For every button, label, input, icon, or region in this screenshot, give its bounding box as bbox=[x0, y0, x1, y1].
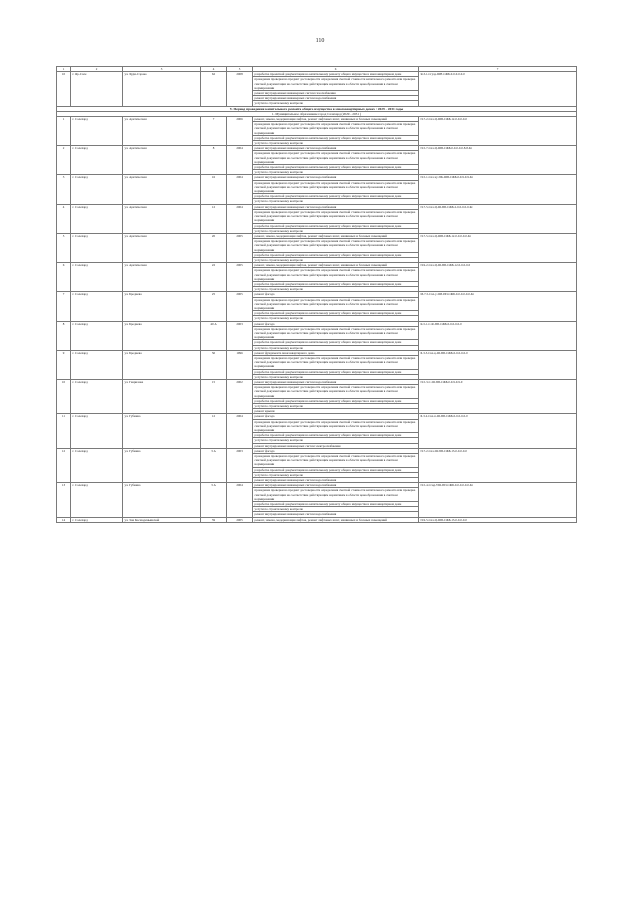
street-cell: ул. Худи-Сэроко bbox=[123, 72, 201, 106]
work-type-cell: услуги по строительному контролю bbox=[253, 404, 419, 409]
commission-year-cell: 2002 bbox=[227, 380, 253, 414]
house-number-cell: 59 bbox=[201, 517, 227, 522]
work-type-cell: ремонт, замена, модернизация лифтов, ремонт лифтовых шахт, машинных и блочных помещений bbox=[253, 517, 419, 522]
work-type-cell: услуги по строительному контролю bbox=[253, 507, 419, 512]
work-type-cell: ремонт внутридомовых инженерных систем электроснабжения bbox=[253, 443, 419, 448]
work-type-cell: услуги по строительному контролю bbox=[253, 141, 419, 146]
work-type-cell: проведение проверки на предмет достоверности определения сметной стоимости капитального ремонта или проверка сметной документации на соответствие действующим нормативам в области ценообразования в сметном нормировании bbox=[253, 151, 419, 165]
work-type-cell: разработка проектной документации на капитальному ремонту общего имущества в многоквартирном доме bbox=[253, 433, 419, 438]
table-row bbox=[57, 380, 577, 385]
work-type-cell: услуги по строительному контролю bbox=[253, 374, 419, 379]
city-cell: г. Салехард bbox=[71, 321, 123, 350]
work-type-cell: ремонт внутридомовых инженерных систем водоснабжения bbox=[253, 478, 419, 483]
work-type-cell: ремонт крыши bbox=[253, 409, 419, 414]
table-row bbox=[57, 204, 577, 209]
work-type-cell: разработка проектной документации на капитальному ремонту общего имущества в многоквартирном доме bbox=[253, 467, 419, 472]
house-number-cell: 20 bbox=[201, 233, 227, 262]
work-type-cell: разработка проектной документации на капитальному ремонту общего имущества в многоквартирном доме bbox=[253, 72, 419, 77]
work-type-cell: ремонт внутридомовых инженерных систем водоснабжения bbox=[253, 175, 419, 180]
work-type-cell: ремонт, замена, модернизация лифтов, ремонт лифтовых шахт, машинных и блочных помещений bbox=[253, 117, 419, 122]
city-cell: г. Салехард bbox=[71, 292, 123, 321]
house-code-cell: Б-3-3-Сnл-ц-Ш-ПП-СЖБ-0-0-0-0-0-0 bbox=[419, 350, 577, 379]
work-type-cell: разработка проектной документации на капитальному ремонту общего имущества в многоквартирном доме bbox=[253, 135, 419, 140]
work-type-cell: разработка проектной документации на капитальному ремонту общего имущества в многоквартирном доме bbox=[253, 165, 419, 170]
commission-year-cell: 2005 bbox=[227, 233, 253, 262]
city-cell: г. Яр-Сале bbox=[71, 72, 123, 106]
row-number: 3 bbox=[57, 175, 71, 204]
city-cell: г. Салехард bbox=[71, 146, 123, 175]
work-type-cell: проведение проверки на предмет достоверности определения сметной стоимости капитального ремонта или проверка сметной документации на соответствие действующим нормативам в области ценообразования в сметном нормировании bbox=[253, 239, 419, 253]
house-code-cell: П-5-7-Сnл-Ц-ШП-СЖБ-0-0-0-0-0-8-8-Кr bbox=[419, 146, 577, 175]
house-number-cell: 12 bbox=[201, 414, 227, 448]
work-type-cell: услуги по строительному контролю bbox=[253, 228, 419, 233]
street-cell: ул. Губкина bbox=[123, 448, 201, 482]
work-type-cell: проведение проверки на предмет достоверности определения сметной стоимости капитального ремонта или проверка сметной документации на соответствие действующим нормативам в области ценообразования в сметном нормировании bbox=[253, 419, 419, 433]
house-number-cell: 62 bbox=[201, 72, 227, 106]
work-type-cell: услуги по строительному контролю bbox=[253, 316, 419, 321]
work-type-cell: разработка проектной документации на капитальному ремонту общего имущества в многоквартирном доме bbox=[253, 398, 419, 403]
work-type-cell: проведение проверки на предмет достоверности определения сметной стоимости капитального ремонта или проверка сметной документации на соответствие действующим нормативам в области ценообразования в сметном нормировании bbox=[253, 385, 419, 399]
city-cell: г. Салехард bbox=[71, 350, 123, 379]
table-row bbox=[57, 146, 577, 151]
work-type-cell: разработка проектной документации на капитальному ремонту общего имущества в многоквартирном доме bbox=[253, 502, 419, 507]
work-type-cell: ремонт фасада bbox=[253, 414, 419, 419]
work-type-cell: услуги по строительному контролю bbox=[253, 345, 419, 350]
work-type-cell: ремонт внутридомовых инженерных систем водоснабжения bbox=[253, 146, 419, 151]
house-code-cell: М-7-5-Сnл-у-ШЗ-ПП-СЖБ-0-0-0-0-0-0-Кr bbox=[419, 292, 577, 321]
work-type-cell: разработка проектной документации на капитальному ремонту общего имущества в многоквартирном доме bbox=[253, 223, 419, 228]
header-cell: 7 bbox=[419, 67, 577, 72]
work-type-cell: ремонт фасада bbox=[253, 448, 419, 453]
work-type-cell: ремонт, замена, модернизация лифтов, ремонт лифтовых шахт, машинных и блочных помещений bbox=[253, 263, 419, 268]
street-cell: ул. Арктическая bbox=[123, 233, 201, 262]
house-code-cell: П-7-5-Сnл-Ц-ШП-СЖБ-12-0-0-0-0-0-Кr bbox=[419, 233, 577, 262]
header-cell: 1 bbox=[57, 67, 71, 72]
work-type-cell: ремонт фасада bbox=[253, 292, 419, 297]
work-type-cell: услуги по строительному контролю bbox=[253, 287, 419, 292]
work-type-cell: ремонт внутридомовых инженерных систем водоснабжения bbox=[253, 380, 419, 385]
commission-year-cell: 2006 bbox=[227, 117, 253, 146]
commission-year-cell: 1996 bbox=[227, 350, 253, 379]
house-code-cell: П-5-4-Сгнд-УШ-ПП-СЖБ-0-0-0-0-0-0-Кr bbox=[419, 483, 577, 517]
work-type-cell: проведение проверки на предмет достоверности определения сметной стоимости капитального ремонта или проверка сметной документации на соответствие действующим нормативам в области ценообразования в сметном нормировании bbox=[253, 326, 419, 340]
row-number: 1 bbox=[57, 117, 71, 146]
row-number: 4 bbox=[57, 204, 71, 233]
work-type-cell: разработка проектной документации на капитальному ремонту общего имущества в многоквартирном доме bbox=[253, 194, 419, 199]
work-type-cell: услуги по строительному контролю bbox=[253, 472, 419, 477]
commission-year-cell: 2003 bbox=[227, 448, 253, 482]
work-type-cell: ремонт фасада bbox=[253, 321, 419, 326]
commission-year-cell: 2003 bbox=[227, 321, 253, 350]
capital-repair-table bbox=[56, 66, 577, 523]
work-type-cell: проведение проверки на предмет достоверности определения сметной стоимости капитального ремонта или проверка сметной документации на соответствие действующим нормативам в области ценообразования в сметном нормировании bbox=[253, 488, 419, 502]
work-type-cell: проведение проверки на предмет достоверности определения сметной стоимости капитального ремонта или проверка сметной документации на соответствие действующим нормативам в области ценообразования в сметном нормировании bbox=[253, 297, 419, 311]
house-number-cell: 22 bbox=[201, 263, 227, 292]
work-type-cell: услуги по строительному контролю bbox=[253, 257, 419, 262]
house-number-cell: 25 bbox=[201, 292, 227, 321]
work-type-cell: проведение проверки на предмет достоверности определения сметной стоимости капитального ремонта или проверка сметной документации на соответствие действующим нормативам в области ценообразования в сметном нормировании bbox=[253, 180, 419, 194]
header-cell: 2 bbox=[71, 67, 123, 72]
table-row bbox=[57, 117, 577, 122]
work-type-cell: ремонт внутридомовых инженерных систем водоснабжения bbox=[253, 512, 419, 517]
house-code-cell: П-7-5-Сnл-Ц-Ш-ПП-СЖБ-2-0-0-0-0-0-Кr bbox=[419, 204, 577, 233]
work-type-cell: ремонт внутридомовых инженерных систем водоснабжения bbox=[253, 204, 419, 209]
work-type-cell: проведение проверки на предмет достоверности определения сметной стоимости капитального ремонта или проверка сметной документации на соответствие действующим нормативам в области ценообразования в сметном нормировании bbox=[253, 77, 419, 91]
work-type-cell: проведение проверки на предмет достоверности определения сметной стоимости капитального ремонта или проверка сметной документации на соответствие действующим нормативам в области ценообразования в сметном нормировании bbox=[253, 209, 419, 223]
subsection-title-text: 1. Муниципальное образование город Салехард (2029 - 2031 ) bbox=[57, 111, 577, 116]
city-cell: г. Салехард bbox=[71, 414, 123, 448]
work-type-cell: проведение проверки на предмет достоверности определения сметной стоимости капитального ремонта или проверка сметной документации на соответствие действующим нормативам в области ценообразования в сметном нормировании bbox=[253, 454, 419, 468]
house-code-cell: П-7-2-Сnл-Ц-ШП-СЖБ-12-0-0-0-0-0 bbox=[419, 117, 577, 146]
street-cell: ул. Броднева bbox=[123, 350, 201, 379]
house-code-cell: Я-3-1-Сгуор-ШН-СЖБ-0-0-0-0-0-0 bbox=[419, 72, 577, 106]
house-number-cell: 3 А bbox=[201, 448, 227, 482]
work-type-cell: проведение проверки на предмет достоверности определения сметной стоимости капитального ремонта или проверка сметной документации на соответствие действующим нормативам в области ценообразования в сметном нормировании bbox=[253, 122, 419, 136]
house-code-cell: П-9-5-Сnл-Ц-ШП-СЖБ-13-0-0-0-0-0 bbox=[419, 517, 577, 522]
house-code-cell: К-5-1-С-Ф-ПП-СЖБ-0-0-0-0-0-0 bbox=[419, 321, 577, 350]
work-type-cell: услуги по строительному контролю bbox=[253, 101, 419, 106]
work-type-cell: ремонт, замена, модернизация лифтов, ремонт лифтовых шахт, машинных и блочных помещений bbox=[253, 233, 419, 238]
work-type-cell: ремонт внутридомовых инженерных систем водоснабжения bbox=[253, 483, 419, 488]
street-cell: ул. Губкина bbox=[123, 483, 201, 517]
header-cell: 5 bbox=[227, 67, 253, 72]
work-type-cell: услуги по строительному контролю bbox=[253, 170, 419, 175]
commission-year-cell: 2005 bbox=[227, 517, 253, 522]
street-cell: ул. Арктическая bbox=[123, 175, 201, 204]
street-cell: ул. Арктическая bbox=[123, 146, 201, 175]
row-number: 11 bbox=[57, 414, 71, 448]
row-number: 12 bbox=[57, 448, 71, 482]
row-number: 6 bbox=[57, 263, 71, 292]
city-cell: г. Салехард bbox=[71, 517, 123, 522]
house-code-cell: П-9-2-Сnл-Ц-Ш-ПП-СЖБ-12-0-0-0-0-0 bbox=[419, 263, 577, 292]
page-number: 110 bbox=[315, 38, 325, 44]
street-cell: ул. Губкина bbox=[123, 414, 201, 448]
street-cell: ул. Арктическая bbox=[123, 204, 201, 233]
house-number-cell: 3 А bbox=[201, 483, 227, 517]
work-type-cell: ремонт внутридомовых инженерных систем газоснабжения bbox=[253, 91, 419, 96]
row-number: 8 bbox=[57, 321, 71, 350]
commission-year-cell: 2004 bbox=[227, 414, 253, 448]
work-type-cell: услуги по строительному контролю bbox=[253, 199, 419, 204]
commission-year-cell: 2008 bbox=[227, 72, 253, 106]
work-type-cell: ремонт фундамента многоквартирного дома bbox=[253, 350, 419, 355]
house-code-cell: П-7-2-Сnл-Ш-ПП-СЖБ-13-0-0-0-0-0 bbox=[419, 448, 577, 482]
header-cell: 3 bbox=[123, 67, 201, 72]
city-cell: г. Салехард bbox=[71, 117, 123, 146]
house-number-cell: 12 bbox=[201, 204, 227, 233]
street-cell: ул. Гаврилова bbox=[123, 380, 201, 414]
city-cell: г. Салехард bbox=[71, 233, 123, 262]
work-type-cell: проведение проверки на предмет достоверности определения сметной стоимости капитального ремонта или проверка сметной документации на соответствие действующим нормативам в области ценообразования в сметном нормировании bbox=[253, 268, 419, 282]
house-code-cell: Б-3-2-Сnл-п-Ш-ПП-СЖБ-0-0-0-0-0-0 bbox=[419, 414, 577, 448]
street-cell: ул. Арктическая bbox=[123, 263, 201, 292]
house-number-cell: 8 bbox=[201, 146, 227, 175]
city-cell: г. Салехард bbox=[71, 263, 123, 292]
header-cell: 6 bbox=[253, 67, 419, 72]
house-number-cell: 40 А bbox=[201, 321, 227, 350]
commission-year-cell: 2004 bbox=[227, 175, 253, 204]
work-type-cell: разработка проектной документации на капитальному ремонту общего имущества в многоквартирном доме bbox=[253, 369, 419, 374]
city-cell: г. Салехард bbox=[71, 175, 123, 204]
street-cell: ул. Зои Космодемьянской bbox=[123, 517, 201, 522]
house-code-cell: П-5-3-С-Ш-ПП-СЖБ-0-9-9-9-9-9 bbox=[419, 380, 577, 414]
row-number: 5 bbox=[57, 233, 71, 262]
row-number: 14 bbox=[57, 517, 71, 522]
row-number: 9 bbox=[57, 350, 71, 379]
header-cell: 4 bbox=[201, 67, 227, 72]
commission-year-cell: 2004 bbox=[227, 146, 253, 175]
house-number-cell: 16 bbox=[201, 175, 227, 204]
house-number-cell: 7 bbox=[201, 117, 227, 146]
street-cell: ул. Броднева bbox=[123, 292, 201, 321]
house-number-cell: 15 bbox=[201, 380, 227, 414]
work-type-cell: разработка проектной документации на капитальному ремонту общего имущества в многоквартирном доме bbox=[253, 281, 419, 286]
city-cell: г. Салехард bbox=[71, 204, 123, 233]
row-number: 2 bbox=[57, 146, 71, 175]
table-row bbox=[57, 72, 577, 77]
table-row bbox=[57, 483, 577, 488]
work-type-cell: разработка проектной документации на капитальному ремонту общего имущества в многоквартирном доме bbox=[253, 311, 419, 316]
work-type-cell: проведение проверки на предмет достоверности определения сметной стоимости капитального ремонта или проверка сметной документации на соответствие действующим нормативам в области ценообразования в сметном нормировании bbox=[253, 355, 419, 369]
city-cell: г. Салехард bbox=[71, 380, 123, 414]
commission-year-cell: 2004 bbox=[227, 204, 253, 233]
table-row bbox=[57, 175, 577, 180]
commission-year-cell: 2005 bbox=[227, 263, 253, 292]
row-number: 7 bbox=[57, 292, 71, 321]
house-number-cell: 50 bbox=[201, 350, 227, 379]
table-row bbox=[57, 233, 577, 238]
work-type-cell: услуги по строительному контролю bbox=[253, 438, 419, 443]
section-title-text: V. Период проведения капитального ремонта общего имущества в многоквартирных домах : 2029 - 2031 годы bbox=[57, 106, 577, 111]
work-type-cell: разработка проектной документации на капитальному ремонту общего имущества в многоквартирном доме bbox=[253, 252, 419, 257]
row-number: 13 bbox=[57, 483, 71, 517]
street-cell: ул. Арктическая bbox=[123, 117, 201, 146]
commission-year-cell: 2004 bbox=[227, 483, 253, 517]
house-code-cell: П-5-1-Сnл-чу-ПК-ШП-СЖБ-0-9-9-9-9-Кr bbox=[419, 175, 577, 204]
row-number: 10 bbox=[57, 380, 71, 414]
commission-year-cell: 2005 bbox=[227, 292, 253, 321]
street-cell: ул. Броднева bbox=[123, 321, 201, 350]
work-type-cell: разработка проектной документации на капитальному ремонту общего имущества в многоквартирном доме bbox=[253, 340, 419, 345]
city-cell: г. Салехард bbox=[71, 483, 123, 517]
table-row bbox=[57, 263, 577, 268]
row-number: 10 bbox=[57, 72, 71, 106]
work-type-cell: ремонт внутридомовых инженерных систем водоснабжения bbox=[253, 96, 419, 101]
table-row bbox=[57, 517, 577, 522]
city-cell: г. Салехард bbox=[71, 448, 123, 482]
